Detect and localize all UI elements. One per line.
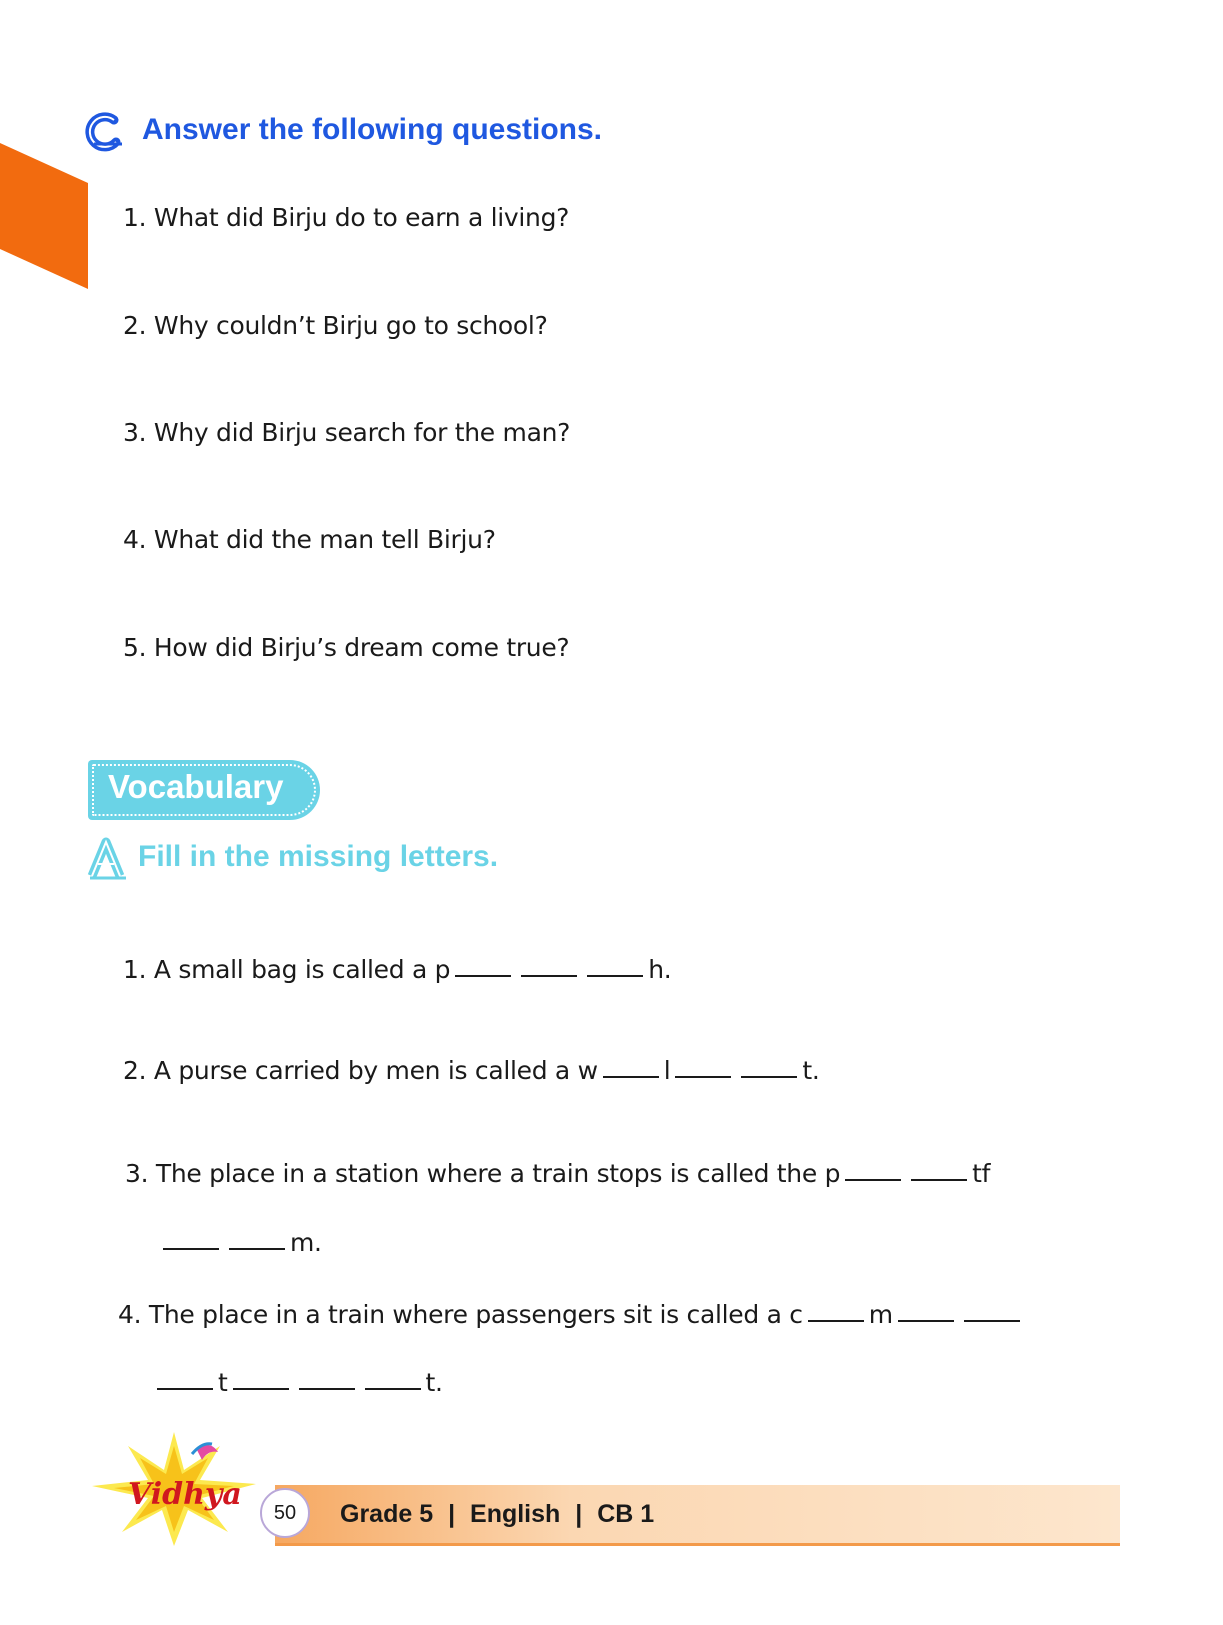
section-c-title: Answer the following questions. (142, 113, 603, 146)
vocabulary-banner (88, 760, 320, 820)
fill-item-4-line-1 (118, 1300, 1025, 1329)
question-4: 4. What did the man tell Birju? (123, 525, 496, 554)
vidhya-logo (88, 1428, 260, 1548)
fill-item-4-suffix: t. (425, 1368, 443, 1397)
footer-separator: | (575, 1500, 583, 1528)
question-2: 2. Why couldn’t Birju go to school? (123, 311, 548, 340)
footer-text (340, 1500, 654, 1529)
fill-item-2 (123, 1056, 820, 1085)
letter-blank[interactable] (157, 1388, 213, 1390)
fill-item-3-mid: tf (972, 1159, 991, 1188)
fill-item-3-suffix: m. (290, 1228, 322, 1257)
fill-item-4-prefix: 4. The place in a train where passengers sit is called a c (118, 1300, 803, 1329)
letter-blank[interactable] (229, 1248, 285, 1250)
fill-item-3-prefix: 3. The place in a station where a train stops is called the p (125, 1159, 841, 1188)
letter-blank[interactable] (808, 1320, 864, 1322)
footer-book: CB 1 (597, 1500, 655, 1528)
fill-item-3-line-1 (125, 1159, 990, 1188)
fill-item-4-line-2 (152, 1368, 443, 1397)
fill-item-2-suffix: t. (802, 1056, 820, 1085)
vocabulary-label: Vocabulary (108, 768, 284, 805)
footer-separator: | (448, 1500, 456, 1528)
letter-blank[interactable] (299, 1388, 355, 1390)
fill-item-2-prefix: 2. A purse carried by men is called a w (123, 1056, 598, 1085)
orange-corner-tab (0, 143, 88, 289)
letter-blank[interactable] (964, 1320, 1020, 1322)
section-a-letter-icon (86, 836, 130, 882)
fill-item-4-mid: m (868, 1300, 893, 1329)
fill-item-2-mid: l (663, 1056, 671, 1085)
letter-blank[interactable] (845, 1179, 901, 1181)
footer-subject: English (470, 1500, 561, 1528)
letter-blank[interactable] (521, 975, 577, 977)
fill-item-3-line-2 (158, 1228, 322, 1257)
section-c-letter-icon (84, 108, 130, 154)
letter-blank[interactable] (163, 1248, 219, 1250)
letter-blank[interactable] (898, 1320, 954, 1322)
letter-blank[interactable] (741, 1076, 797, 1078)
question-1: 1. What did Birju do to earn a living? (123, 203, 570, 232)
fill-item-1-prefix: 1. A small bag is called a p (123, 955, 451, 984)
question-5: 5. How did Birju’s dream come true? (123, 633, 570, 662)
fill-item-1 (123, 955, 671, 984)
letter-blank[interactable] (911, 1179, 967, 1181)
page-number: 50 (260, 1488, 310, 1538)
letter-blank[interactable] (233, 1388, 289, 1390)
letter-blank[interactable] (365, 1388, 421, 1390)
footer-grade: Grade 5 (340, 1500, 434, 1528)
footer-underline (275, 1543, 1120, 1546)
letter-blank[interactable] (603, 1076, 659, 1078)
section-a-title: Fill in the missing letters. (138, 840, 499, 873)
letter-blank[interactable] (587, 975, 643, 977)
letter-blank[interactable] (455, 975, 511, 977)
fill-item-1-suffix: h. (648, 955, 672, 984)
logo-text: Vidhya (128, 1477, 242, 1512)
question-3: 3. Why did Birju search for the man? (123, 418, 571, 447)
letter-blank[interactable] (675, 1076, 731, 1078)
fill-item-4-mid-2: t (218, 1368, 228, 1397)
